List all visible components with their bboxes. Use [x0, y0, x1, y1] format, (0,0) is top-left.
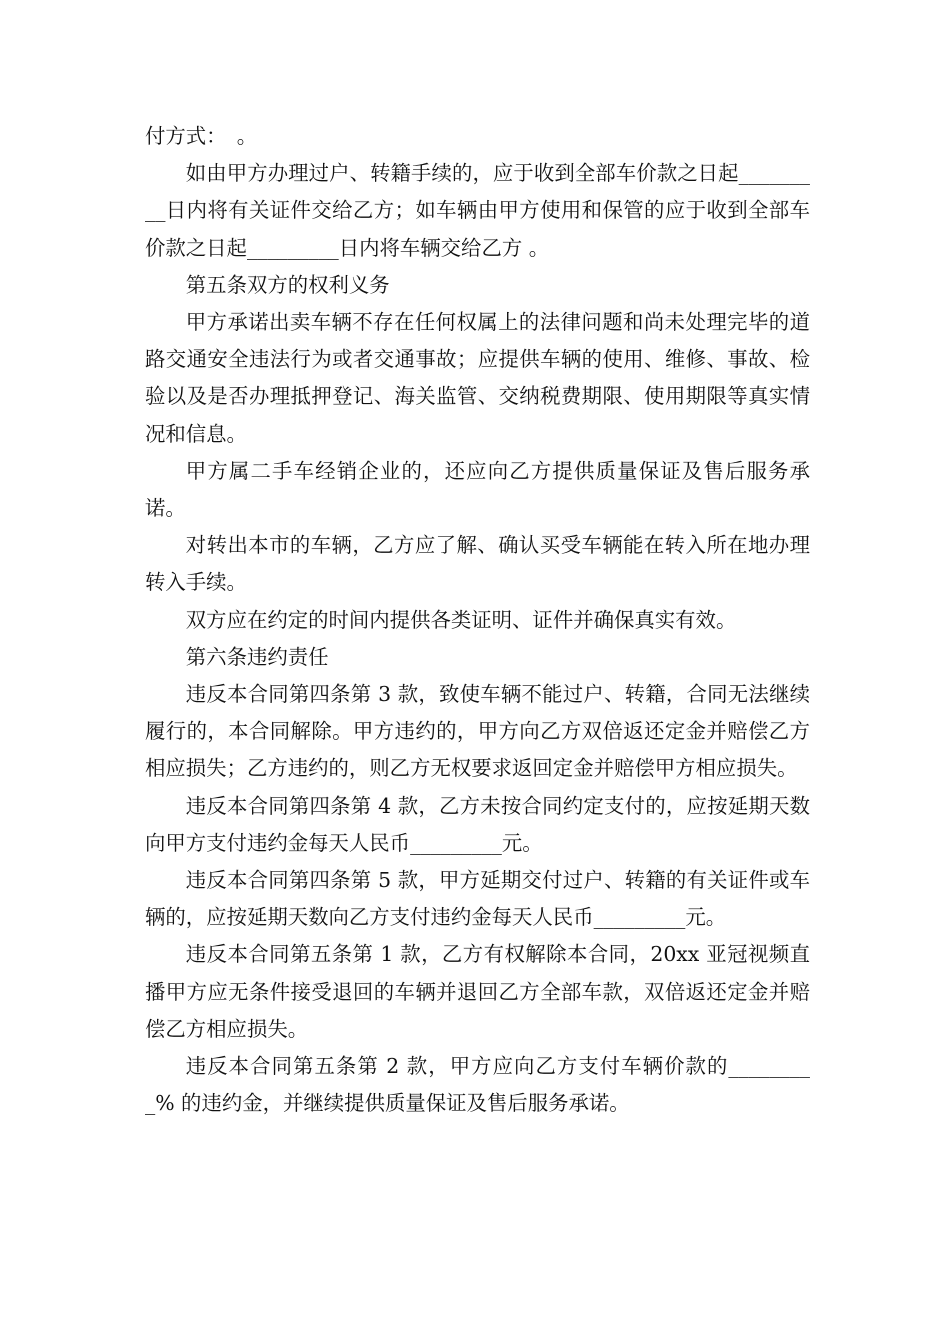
- paragraph-seller-promise: 甲方承诺出卖车辆不存在任何权属上的法律问题和尚未处理完毕的道路交通安全违法行为或者交通事故；应提供车辆的使用、维修、事故、检验以及是否办理抵押登记、海关监管、交纳税费期限、使用期限等真实情况和信息。: [145, 310, 810, 446]
- paragraph-breach-clause-5: 违反本合同第四条第 5 款，甲方延期交付过户、转籍的有关证件或车辆的，应按延期天数向乙方支付违约金每天人民币_________元。: [145, 868, 810, 930]
- paragraph-breach-article-5-clause-1: 违反本合同第五条第 1 款，乙方有权解除本合同，20xx 亚冠视频直播甲方应无条件接受退回的车辆并退回乙方全部车款，双倍返还定金并赔偿乙方相应损失。: [145, 942, 810, 1041]
- heading-article-5: 第五条双方的权利义务: [185, 272, 390, 297]
- paragraph-dealer-warranty: 甲方属二手车经销企业的，还应向乙方提供质量保证及售后服务承诺。: [145, 458, 810, 521]
- paragraph-transfer-deadline: 如由甲方办理过户、转籍手续的，应于收到全部车价款之日起_________日内将有关证件交给乙方；如车辆由甲方使用和保管的应于收到全部车价款之日起_________日内将车辆交给乙方 。: [145, 161, 810, 260]
- paragraph-documents-valid: 双方应在约定的时间内提供各类证明、证件并确保真实有效。: [185, 607, 737, 632]
- paragraph-breach-clause-3: 违反本合同第四条第 3 款，致使车辆不能过户、转籍，合同无法继续履行的，本合同解除。甲方违约的，甲方向乙方双倍返还定金并赔偿乙方相应损失；乙方违约的，则乙方无权要求返回定金并赔偿甲方相应损失。: [145, 682, 810, 781]
- paragraph-breach-article-5-clause-2: 违反本合同第五条第 2 款，甲方应向乙方支付车辆价款的_________% 的违约金，并继续提供质量保证及售后服务承诺。: [145, 1054, 810, 1116]
- paragraph-breach-clause-4: 违反本合同第四条第 4 款，乙方未按合同约定支付的，应按延期天数向甲方支付违约金每天人民币_________元。: [145, 793, 810, 855]
- paragraph-out-of-city-transfer: 对转出本市的车辆，乙方应了解、确认买受车辆能在转入所在地办理转入手续。: [145, 533, 810, 595]
- heading-article-6: 第六条违约责任: [185, 644, 329, 669]
- paragraph-payment-method: 付方式： 。: [145, 124, 258, 148]
- document-body: [145, 118, 810, 1122]
